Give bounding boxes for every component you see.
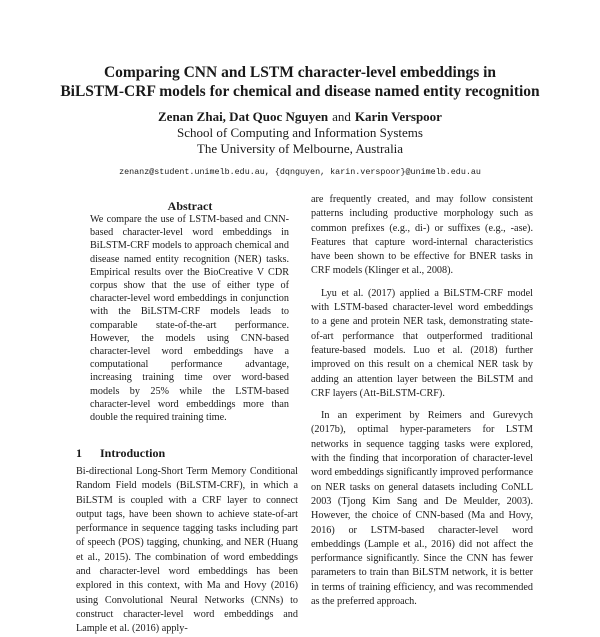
affiliation-line-1: School of Computing and Information Systems	[177, 125, 423, 140]
abstract-text: We compare the use of LSTM-based and CNN-based character-level word embeddings in BiLSTM-CRF models to approach chemical and disease named entity recognition (NER) tasks. Empirical results over the BioCreative V CDR corpus show that the use of either type of character-level word embeddings in conjunction with the BiLSTM-CRF models leads to comparable state-of-the-art performance. However, the models using CNN-based character-level word embeddings have a computational performance advantage, increasing training time over word-based models by 25% while the LSTM-based character-level word embeddings more than double the required training time.	[90, 214, 289, 424]
right-paragraph-2: Lyu et al. (2017) applied a BiLSTM-CRF model with LSTM-based character-level word embeddings to a gene and protein NER task, demonstrating state-of-art performance that outperformed traditional feature-based models. Luo et al. (2018) further improved on this result on a chemical NER task by adding an attention layer between the BiLSTM and CRF layers (Att-BiLSTM-CRF).	[311, 287, 533, 399]
author-names: Zenan Zhai, Dat Quoc Nguyen	[158, 109, 329, 124]
right-column	[311, 193, 533, 617]
section-heading-introduction	[76, 446, 165, 460]
section-number: 1	[76, 446, 82, 460]
author-conjunction: and	[332, 109, 351, 124]
abstract-heading: Abstract	[167, 199, 213, 213]
paper-title	[30, 63, 570, 101]
title-line-2: BiLSTM-CRF models for chemical and disease named entity recognition	[60, 83, 540, 100]
right-paragraph-1: are frequently created, and may follow consistent patterns including productive morphology such as common prefixes (e.g., di-) or suffixes (e.g., -ase). Features that capture word-internal characteristics have been shown to be effective for BNER tasks in CRF models (Klinger et al., 2008).	[311, 194, 533, 277]
title-line-1: Comparing CNN and LSTM character-level embeddings in	[103, 64, 497, 81]
affiliation-line-2: The University of Melbourne, Australia	[196, 141, 404, 156]
introduction-paragraph: Bi-directional Long-Short Term Memory Conditional Random Field models (BiLSTM-CRF), in which a BiLSTM is coupled with a CRF layer to connect output tags, have been shown to achieve state-of-art performance in sequence tagging tasks including part of speech (POS) tagging, chunking, and NER (Huang et al., 2015). The combination of word embeddings and character-level word embeddings has been explored in this context, with Ma and Hovy (2016) using Convolutional Neural Networks (CNNs) to construct character-level word embeddings and Lample et al. (2016) apply-	[76, 466, 298, 635]
section-title: Introduction	[100, 446, 166, 460]
author-emails: zenanz@student.unimelb.edu.au, {dqnguyen, karin.verspoor}@unimelb.edu.au	[119, 167, 481, 177]
author-list	[30, 109, 570, 125]
right-paragraph-3: In an experiment by Reimers and Gurevych (2017b), optimal hyper-parameters for LSTM networks in sequence tagging tasks were explored, with the finding that incorporation of character-level word embeddings significantly improved performance on NER tasks on general datasets including CoNLL 2003 (Tjong Kim Sang and De Meulder, 2003). However, the choice of CNN-based (Ma and Hovy, 2016) or LSTM-based character-level word embeddings (Lample et al., 2016) did not affect the performance significantly. Since the CNN has fewer parameters to train than BiLSTM network, it is better in terms of training efficiency, and was recommended as the preferred approach.	[311, 410, 533, 608]
author-last: Karin Verspoor	[354, 109, 442, 124]
